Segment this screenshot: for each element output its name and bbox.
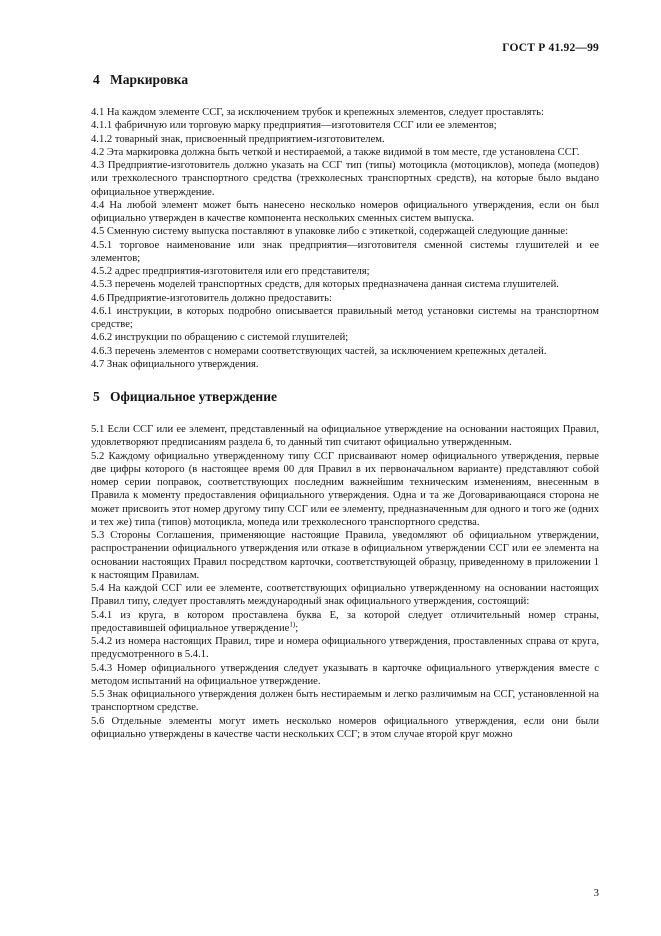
- paragraph-4-5-2: 4.5.2 адрес предприятия-изготовителя или его представителя;: [91, 266, 370, 277]
- paragraph-5-4-1-end: ;: [295, 622, 299, 634]
- document-code-header: ГОСТ Р 41.92—99: [502, 42, 599, 54]
- paragraph-5-4-3: 5.4.3 Номер официального утверждения следует указывать в карточке официального утверждения вместе с методом испытаний на официальное утверждение.: [91, 662, 599, 687]
- paragraph-4-7: 4.7 Знак официального утверждения.: [91, 358, 259, 370]
- paragraph-4-1-1: 4.1.1 фабричную или торговую марку предприятия—изготовителя ССГ или ее элементов;: [91, 120, 497, 132]
- paragraph-4-4: 4.4 На любой элемент может быть нанесено несколько номеров официального утверждения, если он был официально утвержден в качестве компонента нескольких сменных систем выпуска.: [91, 199, 599, 224]
- paragraph-5-4-1-text: 5.4.1 из круга, в котором проставлена буква Е, за которой следует отличительный номер страны, предоставившей официальное утверждение: [91, 609, 599, 634]
- paragraph-4-5-3: 4.5.3 перечень моделей транспортных средств, для которых предназначена данная система глушителей.: [91, 279, 559, 291]
- section-4-number: 4: [93, 72, 100, 87]
- paragraph-4-6: 4.6 Предприятие-изготовитель должно предоставить:: [91, 292, 332, 304]
- paragraph-4-6-3: 4.6.3 перечень элементов с номерами соответствующих частей, за исключением крепежных деталей.: [91, 345, 547, 357]
- paragraph-5-4: 5.4 На каждой ССГ или ее элементе, соответствующих официально утвержденному на основании настоящих Правил типу, следует проставлять международный знак официального утверждения, состоящий:: [91, 583, 599, 608]
- section-5-title: Официальное утверждение: [110, 389, 277, 404]
- paragraph-4-5-1: 4.5.1 торговое наименование или знак предприятия—изготовителя сменной системы глушителей и ее элементов;: [91, 239, 599, 264]
- paragraph-4-3: 4.3 Предприятие-изготовитель должно указать на ССГ тип (типы) мотоцикла (мотоциклов), мопеда (мопедов) или трехколесного транспортного средства (трехколесных транспортных средств), на которые было выдано официальное утверждение.: [91, 160, 599, 198]
- paragraph-5-6: 5.6 Отдельные элементы могут иметь несколько номеров официального утверждения, если они были официально утверждены в качестве части нескольких ССГ; в этом случае второй круг можно: [91, 715, 599, 740]
- footnote-reference[interactable]: 1): [289, 620, 296, 629]
- paragraph-5-5: 5.5 Знак официального утверждения должен быть нестираемым и легко различимым на ССГ, установленной на транспортном средстве.: [91, 689, 599, 714]
- section-5-heading: [91, 389, 599, 405]
- paragraph-4-6-2: 4.6.2 инструкции по обращению с системой глушителей;: [91, 332, 349, 344]
- paragraph-4-5: 4.5 Сменную систему выпуска поставляют в упаковке либо с этикеткой, содержащей следующие данные:: [91, 226, 569, 238]
- paragraph-4-1-2: 4.1.2 товарный знак, присвоенный предприятием-изготовителем.: [91, 133, 385, 145]
- paragraph-5-4-1: [91, 609, 599, 636]
- paragraph-5-3: 5.3 Стороны Соглашения, применяющие настоящие Правила, уведомляют об официальном утверждении, распространении официального утверждения или отказе в официальном утверждении ССГ или ее элемента на основании настоящих Правил посредством карточки, соответствующей образцу, приведенному в приложении 1 к настоящим Правилам.: [91, 530, 599, 581]
- paragraph-4-1: 4.1 На каждом элементе ССГ, за исключением трубок и крепежных элементов, следует проставлять:: [91, 107, 544, 118]
- paragraph-4-6-1: 4.6.1 инструкции, в которых подробно описывается правильный метод установки системы на транспортном средстве;: [91, 305, 599, 330]
- paragraph-5-4-2: 5.4.2 из номера настоящих Правил, тире и номера официального утверждения, проставленных справа от круга, предусмотренного в 5.4.1.: [91, 636, 599, 661]
- page-number: 3: [593, 887, 599, 899]
- section-4-heading: [91, 72, 599, 88]
- paragraph-4-2: 4.2 Эта маркировка должна быть четкой и нестираемой, а также видимой в том месте, где установлена ССГ.: [91, 146, 580, 158]
- page-content: [91, 72, 599, 741]
- paragraph-5-1: 5.1 Если ССГ или ее элемент, представленный на официальное утверждение на основании настоящих Правил, удовлетворяют предписаниям раздела 6, то данный тип считают официально утвержденным.: [91, 424, 599, 449]
- section-4-title: Маркировка: [110, 72, 189, 87]
- paragraph-5-2: 5.2 Каждому официально утвержденному типу ССГ присваивают номер официального утверждения, первые две цифры которого (в настоящее время 00 для Правил в их первоначальном варианте) представляют собой номер серии поправок, соответствующих последним важнейшим техническим изменениям, внесенным в Правила к моменту предоставления официального утверждения. Одна и та же Договаривающаяся сторона не может присвоить этот номер другому типу ССГ или ее элементу, предназначенным для одного и того же (одних и тех же) типа (типов) мотоцикла, мопеда или трехколесного транспортного средства.: [91, 450, 599, 528]
- section-5-number: 5: [93, 389, 100, 404]
